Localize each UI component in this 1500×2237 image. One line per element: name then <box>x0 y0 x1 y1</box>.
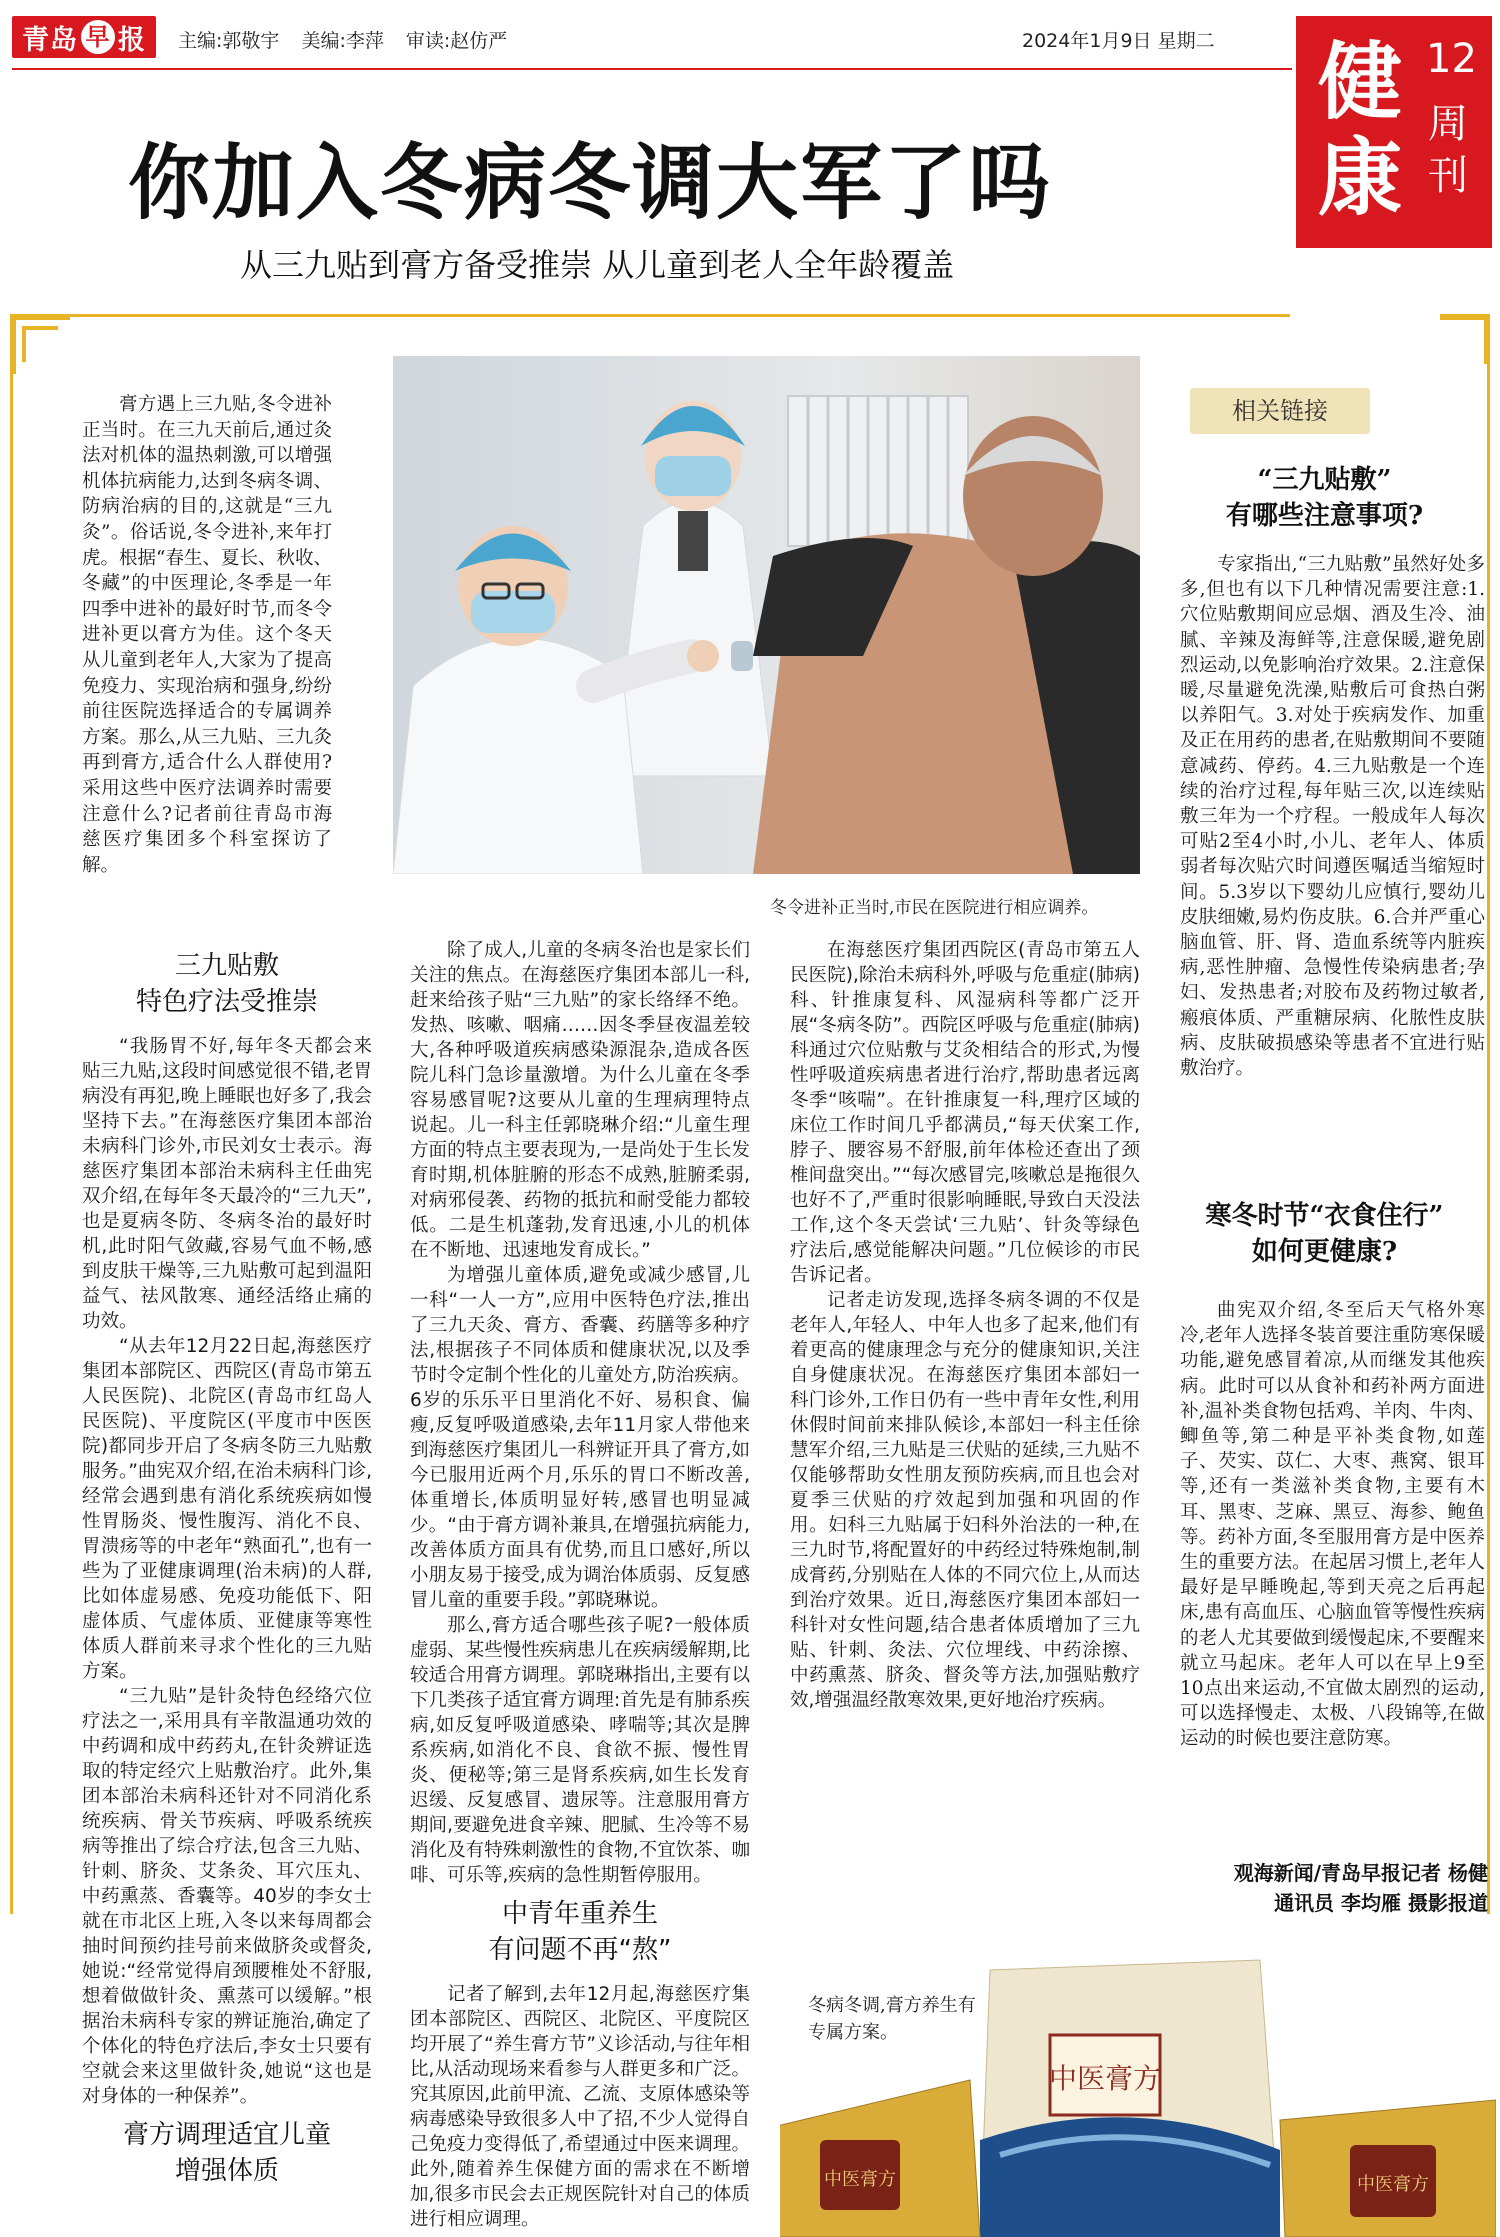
jar-label-right: 中医膏方 <box>1357 2174 1429 2195</box>
frame-top-line <box>10 314 1290 317</box>
issue-date: 2024年1月9日 星期二 <box>1022 30 1215 52</box>
clinic-scene-image <box>393 356 1140 874</box>
logo-text-left: 青岛 <box>22 24 78 56</box>
sidebar-paragraph-1: 专家指出,“三九贴敷”虽然好处多多,但也有以下几种情况需要注意:1.穴位贴敷期间应忌烟、酒及生冷、油腻、辛辣及海鲜等,注意保暖,避免剧烈运动,以免影响治疗效果。2.注意保暖,尽量避免洗澡,贴敷后可食热白粥以养阳气。3.对处于疾病发作、加重及正在用药的患者,在贴敷期间不要随意减药、停药。4.三九贴敷是一个连续的治疗过程,每年贴三次,以连续贴敷三年为一个疗程。一般成年人每次可贴2至4小时,小儿、老年人、体质弱者每次贴穴时间遵医嘱适当缩短时间。5.3岁以下婴幼儿应慎行,婴幼儿皮肤细嫩,易灼伤皮肤。6.合并严重心脑血管、肝、肾、造血系统等内脏疾病,恶性肿瘤、急慢性传染病患者;孕妇、发热患者;对胶布及药物过敏者,瘢痕体质、严重糖尿病、化脓性皮肤病、皮肤破损感染等患者不宜进行贴敷治疗。 <box>1180 554 1485 1080</box>
section-title-3-line2: 有问题不再“熬” <box>488 1935 672 1965</box>
section-title-3-line1: 中青年重养生 <box>501 1899 658 1929</box>
page-subhead: 从三九贴到膏方备受推崇 从儿童到老人全年龄覆盖 <box>240 246 955 284</box>
s2-paragraph-2: 为增强儿童体质,避免或减少感冒,儿一科“一人一方”,应用中医特色疗法,推出了三九天灸、膏方、香囊、药膳等多种疗法,根据孩子不同体质和健康状况,以及季节时令定制个性化的儿童处方,防治疾病。6岁的乐乐平日里消化不好、易积食、偏瘦,反复呼吸道感染,去年11月家人带他来到海慈医疗集团儿一科辨证开具了膏方,如今已服用近两个月,乐乐的胃口不断改善,体重增长,体质明显好转,感冒也明显减少。“由于膏方调补兼具,在增强抗病能力,改善体质方面具有优势,而且口感好,所以小朋友易于接受,成为调治体质弱、反复感冒儿童的重要手段。”郭晓琳说。 <box>410 1265 750 1611</box>
section-title-3 <box>410 1896 750 1968</box>
section-title-2-line2: 增强体质 <box>174 2156 279 2186</box>
sidebar-title-2-line1: 寒冬时节“衣食住行” <box>1205 1201 1444 1231</box>
proofreader: 审读:赵仿严 <box>405 30 508 52</box>
logo-text-right: 报 <box>118 24 146 56</box>
sidebar-title-1-line1: “三九贴敷” <box>1257 465 1392 495</box>
section-title-1-line1: 三九贴敷 <box>174 951 279 981</box>
frame-corner-inner <box>22 326 58 362</box>
product-photo <box>780 1940 1496 2237</box>
frame-left-line <box>10 314 13 1914</box>
related-link-tag: 相关链接 <box>1190 388 1370 434</box>
jar-label-left: 中医膏方 <box>824 2169 896 2190</box>
weekly-label: 周刊 <box>1428 101 1468 199</box>
photo-caption: 冬令进补正当时,市民在医院进行相应调养。 <box>770 898 1099 918</box>
section-title-1 <box>82 948 372 1020</box>
sidebar-paragraph-2: 曲宪双介绍,冬至后天气格外寒冷,老年人选择冬装首要注重防寒保暖功能,避免感冒着凉,从而继发其他疾病。此时可以从食补和药补两方面进补,温补类食物包括鸡、羊肉、牛肉、鲫鱼等,第二种是平补类食物,如莲子、芡实、苡仁、大枣、燕窝、银耳等,还有一类滋补类食物,主要有木耳、黑枣、芝麻、黑豆、海参、鲍鱼等。药补方面,冬至服用膏方是中医养生的重要方法。在起居习惯上,老年人最好是早睡晚起,等到天亮之后再起床,患有高血压、心脑血管等慢性疾病的老人尤其要做到缓慢起床,不要醒来就立马起床。老年人可以在早上9至10点出来运动,不宜做太剧烈的运动,可以选择慢走、太极、八段锦等,在做运动的时候也要注意防寒。 <box>1180 1300 1485 1750</box>
frame-right-line <box>1487 314 1490 1914</box>
s2-paragraph-3: 那么,膏方适合哪些孩子呢?一般体质虚弱、某些慢性疾病患儿在疾病缓解期,比较适合用膏方调理。郭晓琳指出,主要有以下几类孩子适宜膏方调理:首先是有肺系疾病,如反复呼吸道感染、哮喘等;其次是脾系疾病,如消化不良、食欲不振、慢性胃炎、便秘等;第三是肾系疾病,如生长发育迟缓、反复感冒、遗尿等。注意服用膏方期间,要避免进食辛辣、肥腻、生冷等不易消化及有特殊刺激性的食物,不宜饮茶、咖啡、可乐等,疾病的急性期暂停服用。 <box>410 1615 750 1886</box>
editor-credits <box>178 26 523 53</box>
product-caption: 冬病冬调,膏方养生有专属方案。 <box>808 1995 976 2043</box>
sidebar-title-1 <box>1172 462 1477 534</box>
sidebar-title-2-line2: 如何更健康? <box>1251 1237 1398 1267</box>
article-byline <box>1158 1858 1488 1918</box>
article-column-1 <box>82 940 372 2203</box>
s3-paragraph-3: 记者走访发现,选择冬病冬调的不仅是老年人,年轻人、中年人也多了起来,他们有着更高的健康理念与充分的健康知识,关注自身健康状况。在海慈医疗集团本部妇一科门诊外,工作日仍有一些中青年女性,利用休假时间前来排队候诊,本部妇一科主任徐慧军介绍,三九贴是三伏贴的延续,三九贴不仅能够帮助女性朋友预防疾病,而且也会对夏季三伏贴的疗效起到加强和巩固的作用。妇科三九贴属于妇科外治法的一种,在三九时节,将配置好的中药经过特殊炮制,制成膏药,分别贴在人体的不同穴位上,从而达到治疗效果。近日,海慈医疗集团本部妇一科针对女性问题,结合患者体质增加了三九贴、针刺、灸法、穴位埋线、中药涂擦、中药熏蒸、脐灸、督灸等方法,加强贴敷疗效,增强温经散寒效果,更好地治疗疾病。 <box>790 1290 1140 1711</box>
sidebar-title-1-line2: 有哪些注意事项? <box>1225 501 1424 531</box>
s1-paragraph-2: “从去年12月22日起,海慈医疗集团本部院区、西院区(青岛市第五人民医院)、北院区(青岛市红岛人民医院)、平度院区(平度市中医医院)都同步开启了冬病冬防三九贴敷服务。”曲宪双介绍,在治未病科门诊,经常会遇到患有消化系统疾病如慢性胃肠炎、慢性腹泻、消化不良、胃溃疡等的中老年“熟面孔”,也有一些为了亚健康调理(治未病)的人群,比如体虚易感、免疫功能低下、阳虚体质、气虚体质、亚健康等寒性体质人群前来寻求个性化的三九贴方案。 <box>82 1336 372 1682</box>
section-title-2-line1: 膏方调理适宜儿童 <box>122 2120 331 2150</box>
sidebar-text-1 <box>1180 552 1485 1081</box>
s3-paragraph-1: 记者了解到,去年12月起,海慈医疗集团本部院区、西院区、北院区、平度院区均开展了“养生膏方节”义诊活动,与往年相比,从活动现场来看参与人群更多和广泛。究其原因,此前甲流、乙流、支原体感染等病毒感染导致很多人中了招,不少人觉得自己免疫力变得低了,希望通过中医来调理。此外,随着养生保健方面的需求在不断增加,很多市民会去正规医院针对自己的体质进行相应调理。 <box>410 1984 750 2230</box>
art-editor: 美编:李萍 <box>301 30 384 52</box>
byline-correspondent: 通讯员 李均雁 摄影报道 <box>1274 1891 1488 1915</box>
s2-paragraph-1: 除了成人,儿童的冬病冬治也是家长们关注的焦点。在海慈医疗集团本部儿一科,赶来给孩子贴“三九贴”的家长络绎不绝。发热、咳嗽、咽痛……因冬季昼夜温差较大,各种呼吸道疾病感染源混杂,造成各医院儿科门急诊量激增。为什么儿童在冬季容易感冒呢?这要从儿童的生理病理特点说起。儿一科主任郭晓琳介绍:“儿童生理方面的特点主要表现为,一是尚处于生长发育时期,机体脏腑的形态不成熟,脏腑柔弱,对病邪侵袭、药物的抵抗和耐受能力都较低。二是生机蓬勃,发育迅速,小儿的机体在不断地、迅速地发育成长。” <box>410 940 750 1261</box>
herbal-paste-products-image <box>780 1940 1496 2237</box>
article-photo <box>393 356 1140 874</box>
byline-reporter: 观海新闻/青岛早报记者 杨健 <box>1233 1861 1488 1885</box>
section-title-1-line2: 特色疗法受推崇 <box>135 987 318 1017</box>
section-name: 健康 <box>1318 32 1403 227</box>
box-label: 中医膏方 <box>1048 2062 1162 2095</box>
section-title-2 <box>82 2117 372 2189</box>
article-column-3 <box>790 938 1140 1713</box>
frame-corner-right <box>1440 314 1490 364</box>
chief-editor: 主编:郭敬宇 <box>178 30 280 52</box>
masthead-divider <box>12 68 1292 70</box>
newspaper-logo <box>12 16 156 58</box>
sidebar-title-2 <box>1172 1198 1477 1270</box>
masthead <box>0 0 1500 80</box>
section-banner <box>1296 16 1492 248</box>
page-headline: 你加入冬病冬调大军了吗 <box>128 136 1053 231</box>
s1-paragraph-3: “三九贴”是针灸特色经络穴位疗法之一,采用具有辛散温通功效的中药调和成中药药丸,在针灸辨证选取的特定经穴上贴敷治疗。此外,集团本部治未病科还针对不同消化系统疾病、骨关节疾病、呼吸系统疾病等推出了综合疗法,包含三九贴、针刺、脐灸、艾条灸、耳穴压丸、中药熏蒸、香囊等。40岁的李女士就在市北区上班,入冬以来每周都会抽时间预约挂号前来做脐灸或督灸,她说:“经常觉得肩颈腰椎处不舒服,想着做做针灸、熏蒸可以缓解。”根据治未病科专家的辨证施治,确定了个体化的特色疗法后,李女士只要有空就会来这里做针灸,她说“这也是对身体的一种保养”。 <box>82 1686 372 2107</box>
s3-paragraph-2: 在海慈医疗集团西院区(青岛市第五人民医院),除治未病科外,呼吸与危重症(肺病)科、针推康复科、风湿病科等都广泛开展“冬病冬防”。西院区呼吸与危重症(肺病)科通过穴位贴敷与艾灸相结合的形式,为慢性呼吸道疾病患者进行治疗,帮助患者远离冬季“咳喘”。在针推康复一科,理疗区域的床位工作时间几乎都满员,“每天伏案工作,脖子、腰容易不舒服,前年体检还查出了颈椎间盘突出。”“每次感冒完,咳嗽总是拖很久也好不了,严重时很影响睡眠,导致白天没法工作,这个冬天尝试‘三九贴’、针灸等绿色疗法后,感觉能解决问题。”几位候诊的市民告诉记者。 <box>790 940 1140 1286</box>
sidebar-text-2 <box>1180 1298 1485 1752</box>
intro-paragraph: 膏方遇上三九贴,冬令进补正当时。在三九天前后,通过灸法对机体的温热刺激,可以增强机体抗病能力,达到冬病冬调、防病治病的目的,这就是“三九灸”。俗话说,冬令进补,来年打虎。根据“春生、夏长、秋收、冬藏”的中医理论,冬季是一年四季中进补的最好时节,而冬令进补更以膏方为佳。这个冬天从儿童到老年人,大家为了提高免疫力、实现治病和强身,纷纷前往医院选择适合的专属调养方案。那么,从三九贴、三九灸再到膏方,适合什么人群使用?采用这些中医疗法调养时需要注意什么?记者前往青岛市海慈医疗集团多个科室探访了解。 <box>82 394 332 876</box>
logo-circle: 早 <box>81 20 115 54</box>
page-number: 12 <box>1426 36 1477 82</box>
article-column-2 <box>410 938 750 2232</box>
article-intro <box>82 392 332 878</box>
s1-paragraph-1: “我肠胃不好,每年冬天都会来贴三九贴,这段时间感觉很不错,老胃病没有再犯,晚上睡眠也好多了,我会坚持下去。”在海慈医疗集团本部治未病科门诊外,市民刘女士表示。海慈医疗集团本部治未病科主任曲宪双介绍,在每年冬天最冷的“三九天”,也是夏病冬防、冬病冬治的最好时机,此时阳气敛藏,容易气血不畅,感到皮肤干燥等,三九贴敷可起到温阳益气、祛风散寒、通经活络止痛的功效。 <box>82 1036 372 1332</box>
